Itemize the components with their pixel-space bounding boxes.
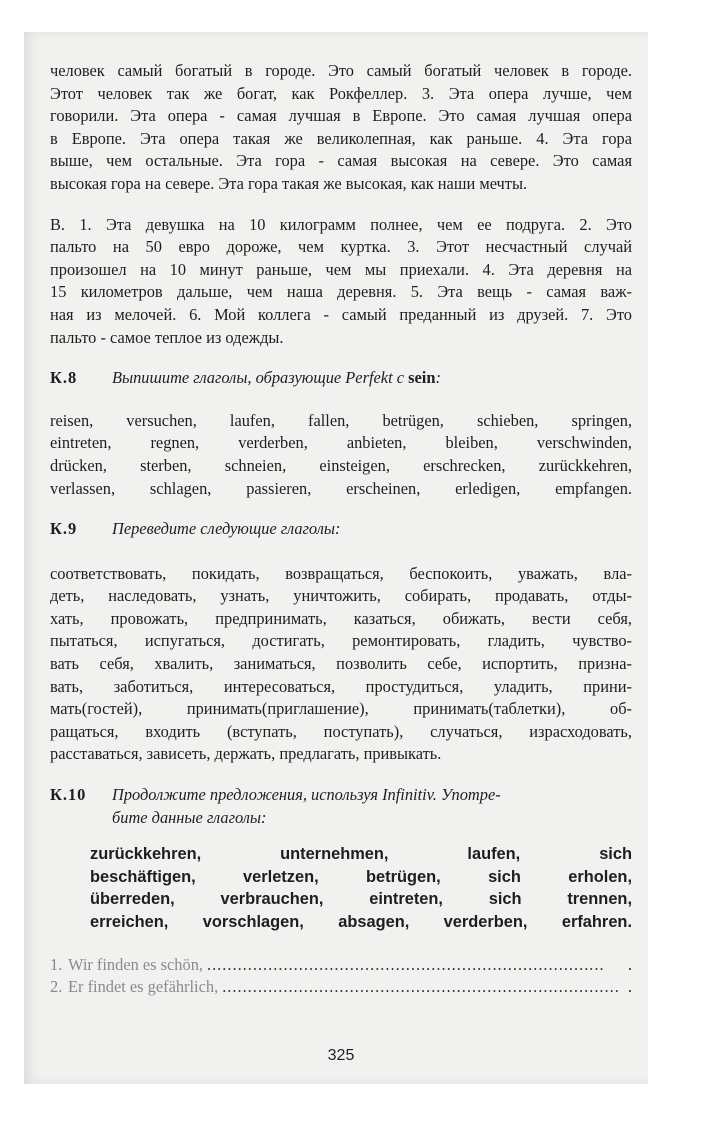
- task-title-line-2: бите данные глаголы:: [112, 807, 267, 827]
- text-line: вать, заботиться, интересоваться, простудиться, уладить, прини-: [50, 676, 632, 696]
- task-10-verb-list: [90, 843, 632, 933]
- exercise-number: 1.: [50, 954, 63, 974]
- text-line: eintreten, regnen, verderben, anbieten, bleiben, verschwinden,: [50, 433, 632, 453]
- verb-line: zurückkehren, unternehmen, laufen, sich: [90, 845, 632, 864]
- exercise-number: 2.: [50, 977, 63, 997]
- text-line: ращаться, входить (вступать, поступать), случаться, израсходовать,: [50, 721, 632, 741]
- task-10-exercises: [50, 954, 632, 999]
- verb-line: beschäftigen, verletzen, betrügen, sich erholen,: [90, 867, 632, 886]
- text-line: reisen, versuchen, laufen, fallen, betrügen, schieben, springen,: [50, 410, 632, 430]
- task-title-bold: sein: [408, 368, 436, 388]
- text-line: высокая гора на севере. Эта гора такая же высокая, как наши мечты.: [50, 173, 528, 193]
- text-line: хать, провожать, предпринимать, казаться, обижать, вести себя,: [50, 608, 632, 628]
- text-line: пальто - самое теплое из одежды.: [50, 327, 284, 347]
- task-title-end: :: [435, 368, 441, 388]
- answer-paragraph-b: [50, 214, 632, 350]
- exercise-blank: ..............................................................................: [222, 977, 620, 997]
- text-line: человек самый богатый в городе. Это самый богатый человек в городе.: [50, 61, 632, 80]
- text-line: соответствовать, покидать, возвращаться, беспокоить, уважать, вла-: [50, 563, 632, 583]
- text-line: В. 1. Эта девушка на 10 килограмм полнее, чем ее подруга. 2. Это: [50, 214, 632, 234]
- task-title-line-1: Продолжите предложения, используя Infinitiv. Употре-: [112, 785, 501, 805]
- text-line: пытаться, испугаться, достигать, ремонтировать, гладить, чувство-: [50, 631, 632, 651]
- task-number: К.9: [50, 519, 78, 539]
- text-line: выше, чем остальные. Эта гора - самая высокая на севере. Это самая: [50, 151, 632, 171]
- task-title: Переведите следующие глаголы:: [112, 519, 341, 539]
- exercise-text: Er findet es gefährlich,: [68, 977, 219, 997]
- text-line: ная из мелочей. 6. Мой коллега - самый преданный из друзей. 7. Это: [50, 304, 632, 324]
- page-number: 325: [327, 1047, 355, 1064]
- text-line: verlassen, schlagen, passieren, erscheinen, erledigen, empfangen.: [50, 478, 632, 498]
- task-8-heading: [50, 367, 632, 390]
- text-line: расставаться, зависеть, держать, предлагать, привыкать.: [50, 744, 442, 764]
- text-line: мать(гостей), принимать(приглашение), принимать(таблетки), об-: [50, 699, 632, 719]
- task-10-heading: [50, 784, 632, 829]
- text-line: произошел на 10 минут раньше, чем мы приехали. 4. Эта деревня на: [50, 259, 632, 279]
- text-line: 15 километров дальше, чем наша деревня. 5. Эта вещь - самая важ-: [50, 282, 632, 302]
- text-line: говорили. Эта опера - самая лучшая в Европе. Это самая лучшая опера: [50, 106, 632, 126]
- text-line: вать себя, хвалить, заниматься, позволить себе, испортить, призна-: [50, 654, 632, 674]
- exercise-end: .: [627, 954, 632, 974]
- verb-line: erreichen, vorschlagen, absagen, verderben, erfahren.: [90, 913, 632, 931]
- book-page: [50, 60, 632, 1064]
- exercise-end: .: [627, 977, 632, 997]
- task-title: [112, 367, 441, 390]
- text-line: drücken, sterben, schneien, einsteigen, erschrecken, zurückkehren,: [50, 455, 632, 475]
- exercise-item: [50, 976, 632, 999]
- task-9-heading: [50, 518, 632, 541]
- exercise-text: Wir finden es schön,: [68, 954, 203, 974]
- text-line: Этот человек так же богат, как Рокфеллер. 3. Эта опера лучше, чем: [50, 83, 632, 103]
- exercise-blank: ..............................................................................: [206, 954, 605, 974]
- exercise-item: [50, 954, 632, 977]
- text-line: деть, наследовать, узнать, уничтожить, собирать, продавать, отды-: [50, 586, 632, 606]
- task-number: К.10: [50, 785, 87, 805]
- text-line: пальто на 50 евро дороже, чем куртка. 3. Этот несчастный случай: [50, 237, 632, 257]
- task-8-verbs: [50, 410, 632, 500]
- task-title-text: Выпишите глаголы, образующие Perfekt c: [112, 368, 404, 388]
- answer-paragraph-a: [50, 60, 632, 196]
- task-number: К.8: [50, 368, 78, 388]
- verb-line: überreden, verbrauchen, eintreten, sich trennen,: [90, 890, 632, 909]
- task-9-verbs: [50, 563, 632, 766]
- text-line: в Европе. Эта опера такая же великолепная, как раньше. 4. Эта гора: [50, 128, 632, 148]
